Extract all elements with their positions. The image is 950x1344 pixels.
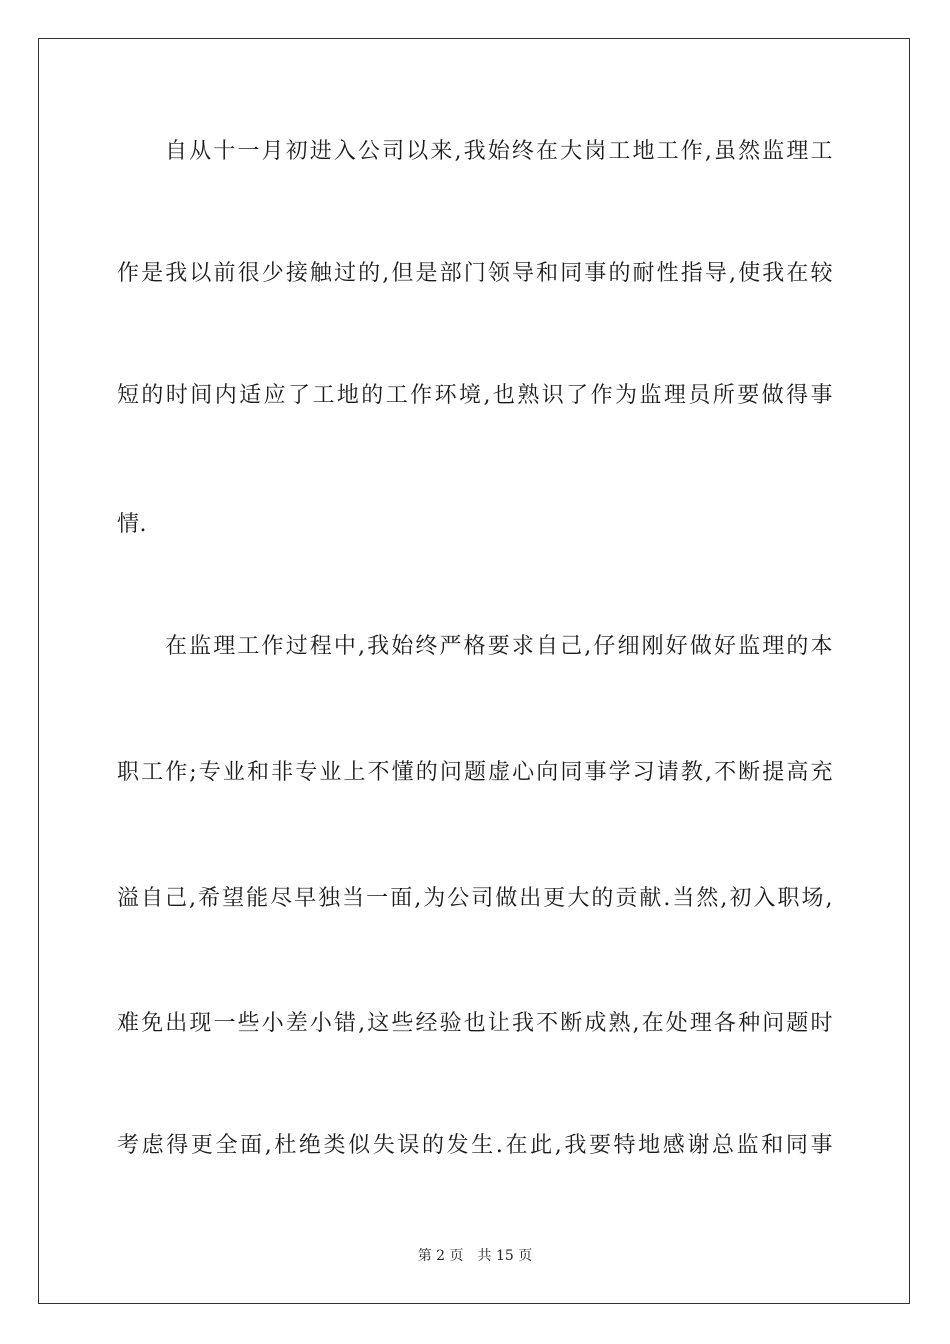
page-border <box>38 38 910 1304</box>
paragraph-1-line-4: 情. <box>117 512 147 537</box>
page-total: 共 15 页 <box>477 1248 533 1264</box>
paragraph-1-line-1: 自从十一月初进入公司以来,我始终在大岗工地工作,虽然监理工 <box>165 139 833 164</box>
paragraph-2-line-5: 考虑得更全面,杜绝类似失误的发生.在此,我要特地感谢总监和同事 <box>117 1133 833 1158</box>
paragraph-2-line-4: 难免出现一些小差小错,这些经验也让我不断成熟,在处理各种问题时 <box>117 1011 833 1036</box>
paragraph-2-line-3: 溢自己,希望能尽早独当一面,为公司做出更大的贡献.当然,初入职场, <box>117 886 833 911</box>
page-footer <box>0 1246 950 1266</box>
page-number: 第 2 页 <box>417 1248 464 1264</box>
paragraph-1-line-3: 短的时间内适应了工地的工作环境,也熟识了作为监理员所要做得事 <box>117 383 833 408</box>
paragraph-1-line-2: 作是我以前很少接触过的,但是部门领导和同事的耐性指导,使我在较 <box>117 261 833 286</box>
paragraph-2-line-1: 在监理工作过程中,我始终严格要求自己,仔细刚好做好监理的本 <box>165 634 833 659</box>
paragraph-2-line-2: 职工作;专业和非专业上不懂的问题虚心向同事学习请教,不断提高充 <box>117 760 833 785</box>
